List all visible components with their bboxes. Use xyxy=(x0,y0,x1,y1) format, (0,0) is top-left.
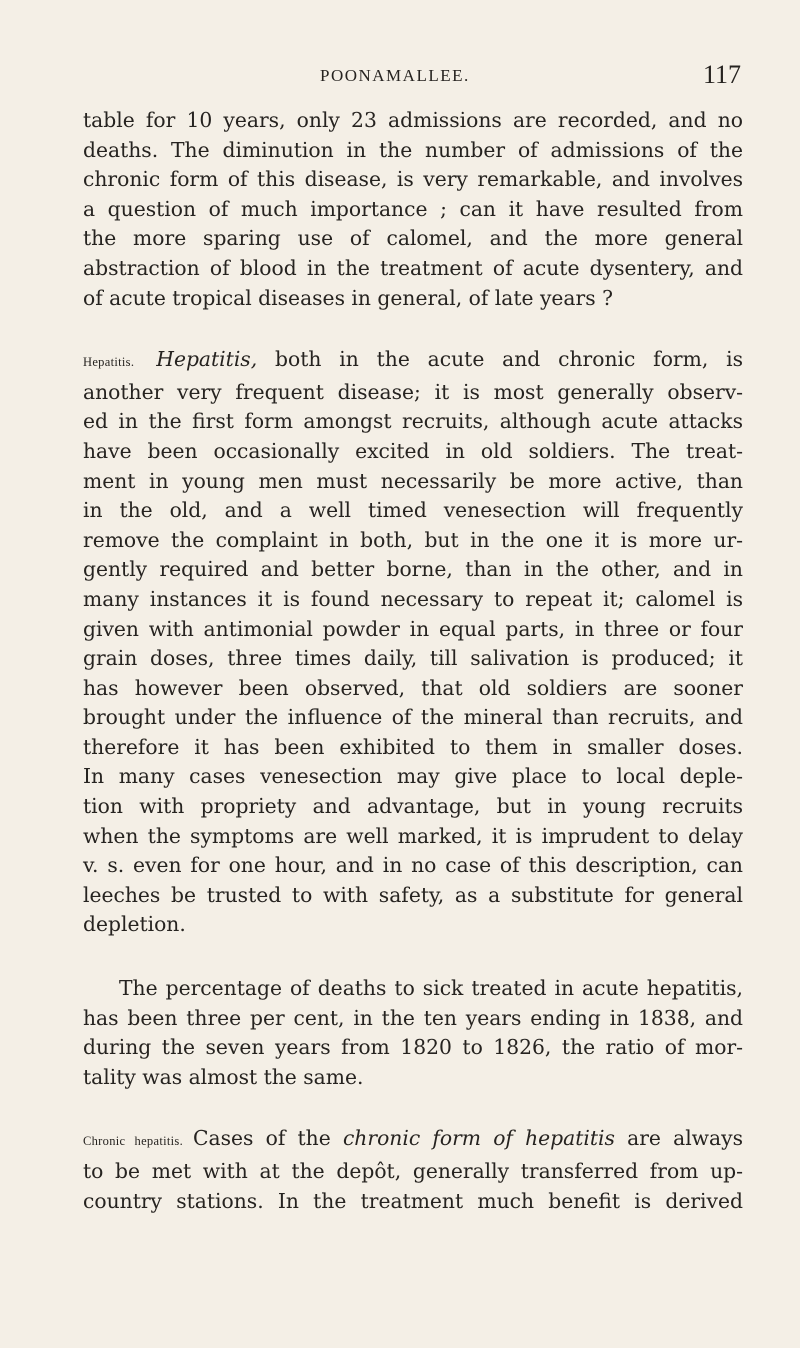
text-line: during the seven years from 1820 to 1826, the ratio of mor- xyxy=(83,1035,743,1060)
sidenote-hepatitis: Hepatitis. xyxy=(83,355,135,370)
text-line: brought under the influence of the mineral than recruits, and xyxy=(83,705,743,730)
text-line: tion with propriety and advantage, but in young recruits xyxy=(83,794,743,819)
text-line: tality was almost the same. xyxy=(83,1064,364,1089)
text-line: therefore it has been exhibited to them in smaller doses. xyxy=(83,734,743,759)
text-fragment: are always xyxy=(614,1126,743,1151)
text-line: gently required and better borne, than in the other, and in xyxy=(83,557,743,582)
text-line: given with antimonial powder in equal parts, in three or four xyxy=(83,616,743,641)
paragraph-dysentery xyxy=(83,106,743,313)
text-line: ment in young men must necessarily be more active, than xyxy=(83,468,743,493)
text-line: table for 10 years, only 23 admissions are recorded, and no xyxy=(83,108,743,132)
text-line: In many cases venesection may give place to local deple- xyxy=(83,764,743,789)
paragraph-chronic-hepatitis xyxy=(83,1124,743,1216)
page-number: 117 xyxy=(703,60,742,89)
running-head: POONAMALLEE. xyxy=(320,66,470,85)
text-line: of acute tropical diseases in general, of late years ? xyxy=(83,285,613,310)
text-line: ed in the first form amongst recruits, although acute attacks xyxy=(83,409,743,434)
text-line: another very frequent disease; it is most generally observ- xyxy=(83,379,743,404)
text-line: in the old, and a well timed venesection will frequently xyxy=(83,498,743,523)
text-line: the more sparing use of calomel, and the more general xyxy=(83,226,743,251)
text-line: when the symptoms are well marked, it is imprudent to delay xyxy=(83,823,743,848)
paragraph-gap xyxy=(83,313,743,345)
text-fragment: Cases of the xyxy=(193,1126,343,1151)
paragraph-gap xyxy=(83,940,743,974)
text-line: a question of much importance ; can it have resulted from xyxy=(83,196,743,221)
paragraph-mortality xyxy=(83,974,743,1092)
text-line: has been three per cent, in the ten years ending in 1838, and xyxy=(83,1005,743,1030)
text-line: has however been observed, that old soldiers are sooner xyxy=(83,675,743,700)
text-line-lead xyxy=(83,345,743,378)
text-line: many instances it is found necessary to repeat it; calomel is xyxy=(83,586,743,611)
text-line: to be met with at the depôt, generally transferred from up- xyxy=(83,1159,743,1183)
text-line: deaths. The diminution in the number of admissions of the xyxy=(83,137,743,162)
text-line: have been occasionally excited in old soldiers. The treat- xyxy=(83,438,743,463)
text-line: grain doses, three times daily, till salivation is produced; it xyxy=(83,646,743,671)
text-line-lead xyxy=(83,1124,743,1157)
text-line: leeches be trusted to with safety, as a substitute for general xyxy=(83,882,743,907)
term-chronic-hepatitis: chronic form of hepatitis xyxy=(342,1126,615,1151)
text-line: The percentage of deaths to sick treated in acute hepatitis, xyxy=(119,976,743,1001)
text-line: country stations. In the treatment much benefit is derived xyxy=(83,1188,743,1213)
paragraph-gap xyxy=(83,1092,743,1124)
text-line: v. s. even for one hour, and in no case of this description, can xyxy=(83,853,743,878)
text-fragment: both in the acute and chronic form, is xyxy=(257,347,743,372)
body-text xyxy=(83,106,743,1216)
text-line: abstraction of blood in the treatment of acute dysentery, and xyxy=(83,255,743,280)
text-line: depletion. xyxy=(83,912,186,937)
term-hepatitis: Hepatitis, xyxy=(156,347,258,372)
sidenote-chronic-hepatitis: Chronic hepatitis. xyxy=(83,1134,184,1149)
paragraph-hepatitis xyxy=(83,345,743,940)
page-header xyxy=(0,60,800,100)
text-line: remove the complaint in both, but in the one it is more ur- xyxy=(83,527,743,552)
text-line: chronic form of this disease, is very remarkable, and involves xyxy=(83,167,743,192)
